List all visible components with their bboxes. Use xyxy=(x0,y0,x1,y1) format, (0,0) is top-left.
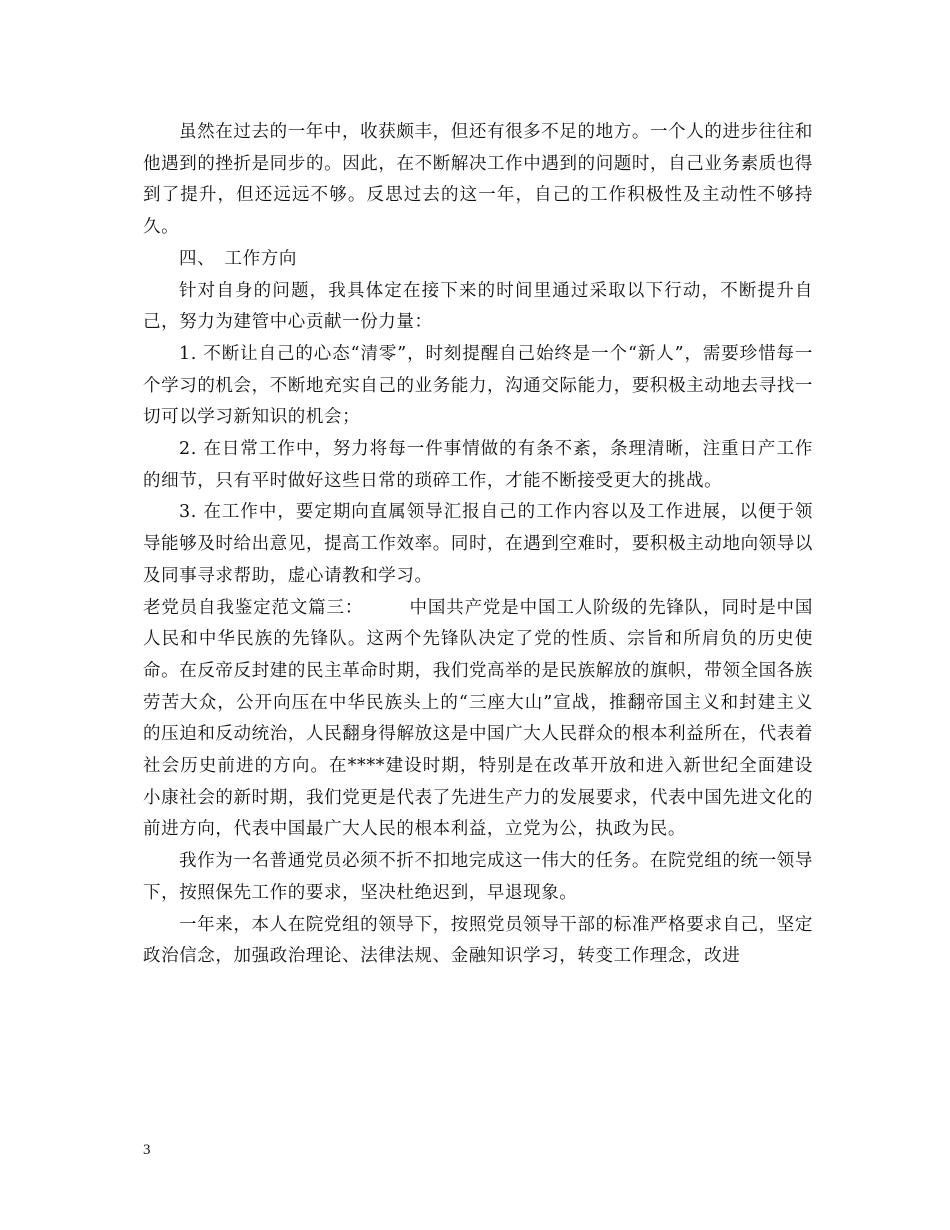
paragraph-action-intro: 针对自身的问题，我具体定在接下来的时间里通过采取以下行动，不断提升自己，努力为建管中心贡献一份力量： xyxy=(143,280,813,333)
section-heading-work-direction: 四、 工作方向 xyxy=(179,248,297,269)
list-item-2: 2. 在日常工作中，努力将每一件事情做的有条不紊，条理清晰，注重日产工作的细节，只有平时做好这些日常的琐碎工作，才能不断接受更大的挑战。 xyxy=(143,439,813,491)
document-body xyxy=(143,117,813,973)
list-item-1: 1. 不断让自己的心态“清零”，时刻提醒自己始终是一个“新人”，需要珍惜每一个学习的机会，不断地充实自己的业务能力，沟通交际能力，要积极主动地去寻找一切可以学习新知识的机会； xyxy=(143,343,813,428)
paragraph-shortcomings: 虽然在过去的一年中，收获颇丰，但还有很多不足的地方。一个人的进步往往和他遇到的挫折是同步的。因此，在不断解决工作中遇到的问题时，自己业务素质也得到了提升，但还远远不够。反思过去的这一年，自己的工作积极性及主动性不够持久。 xyxy=(143,122,813,238)
paragraph-article-three: 老党员自我鉴定范文篇三： 中国共产党是中国工人阶级的先锋队，同时是中国人民和中华民族的先锋队。这两个先锋队决定了党的性质、宗旨和所肩负的历史使命。在反帝反封建的民主革命时期，我们党高举的是民族解放的旗帜，带领全国各族劳苦大众，公开向压在中华民族头上的“三座大山”宣战，推翻帝国主义和封建主义的压迫和反动统治，人民翻身得解放这是中国广大人民群众的根本利益所在，代表着社会历史前进的方向。在****建设时期，特别是在改革开放和进入新世纪全面建设小康社会的新时期，我们党更是代表了先进生产力的发展要求，代表中国先进文化的前进方向，代表中国最广大人民的根本利益，立党为公，执政为民。 xyxy=(143,597,813,840)
page-number: 3 xyxy=(143,1142,151,1158)
paragraph-party-member-duty: 我作为一名普通党员必须不折不扣地完成这一伟大的任务。在院党组的统一领导下，按照保先工作的要求，坚决杜绝迟到，早退现象。 xyxy=(143,851,813,903)
list-item-3: 3. 在工作中，要定期向直属领导汇报自己的工作内容以及工作进展，以便于领导能够及时给出意见，提高工作效率。同时，在遇到空难时，要积极主动地向领导以及同事寻求帮助，虚心请教和学习。 xyxy=(143,502,813,586)
paragraph-year-review: 一年来，本人在院党组的领导下，按照党员领导干部的标准严格要求自己，坚定政治信念，加强政治理论、法律法规、金融知识学习，转变工作理念，改进 xyxy=(143,914,813,967)
